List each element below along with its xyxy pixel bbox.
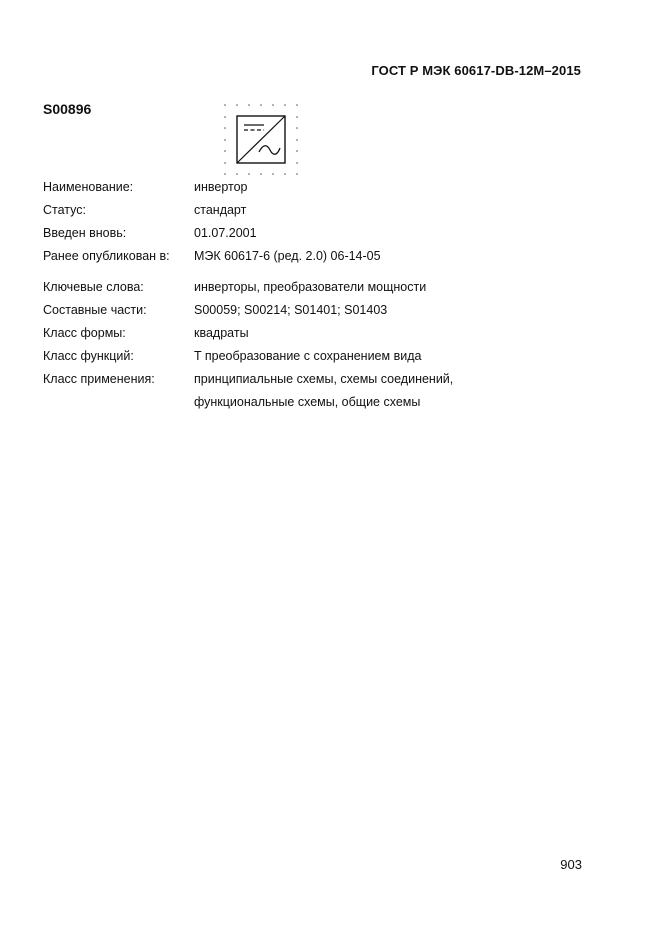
property-value: стандарт (194, 203, 247, 217)
group-spacer (43, 272, 563, 280)
property-value: инверторы, преобразователи мощности (194, 280, 427, 294)
property-label: Ключевые слова: (43, 280, 144, 294)
property-row-function-class (43, 349, 563, 372)
property-row-keywords (43, 280, 563, 303)
page-number: 903 (560, 857, 582, 872)
property-label: Введен вновь: (43, 226, 127, 240)
property-row-shape-class (43, 326, 563, 349)
property-value: квадраты (194, 326, 249, 340)
property-label: Составные части: (43, 303, 147, 317)
property-label: Наименование: (43, 180, 134, 194)
property-label: Класс функций: (43, 349, 134, 363)
property-row-application-class (43, 372, 563, 395)
property-label (43, 395, 194, 418)
property-value: принципиальные схемы, схемы соединений, (194, 372, 454, 386)
property-row-status (43, 203, 563, 226)
property-label: Статус: (43, 203, 86, 217)
property-label: Ранее опубликован в: (43, 249, 170, 263)
symbol-id: S00896 (43, 101, 92, 117)
property-label: Класс применения: (43, 372, 155, 386)
property-value: инвертор (194, 180, 248, 194)
property-row-application-class-continued (43, 395, 563, 418)
property-label: Класс формы: (43, 326, 126, 340)
property-value: S00059; S00214; S01401; S01403 (194, 303, 388, 317)
property-value: МЭК 60617-6 (ред. 2.0) 06-14-05 (194, 249, 381, 263)
document-standard-code: ГОСТ Р МЭК 60617-DB-12M–2015 (371, 63, 581, 78)
property-row-introduced (43, 226, 563, 249)
property-row-components (43, 303, 563, 326)
inverter-symbol-icon (221, 100, 303, 178)
property-value: функциональные схемы, общие схемы (194, 395, 421, 409)
symbol-properties (43, 180, 563, 418)
property-value: 01.07.2001 (194, 226, 257, 240)
property-row-previously-published (43, 249, 563, 272)
ac-wave (259, 146, 280, 155)
property-value: T преобразование с сохранением вида (194, 349, 422, 363)
diagonal-line (237, 116, 285, 163)
property-row-name (43, 180, 563, 203)
